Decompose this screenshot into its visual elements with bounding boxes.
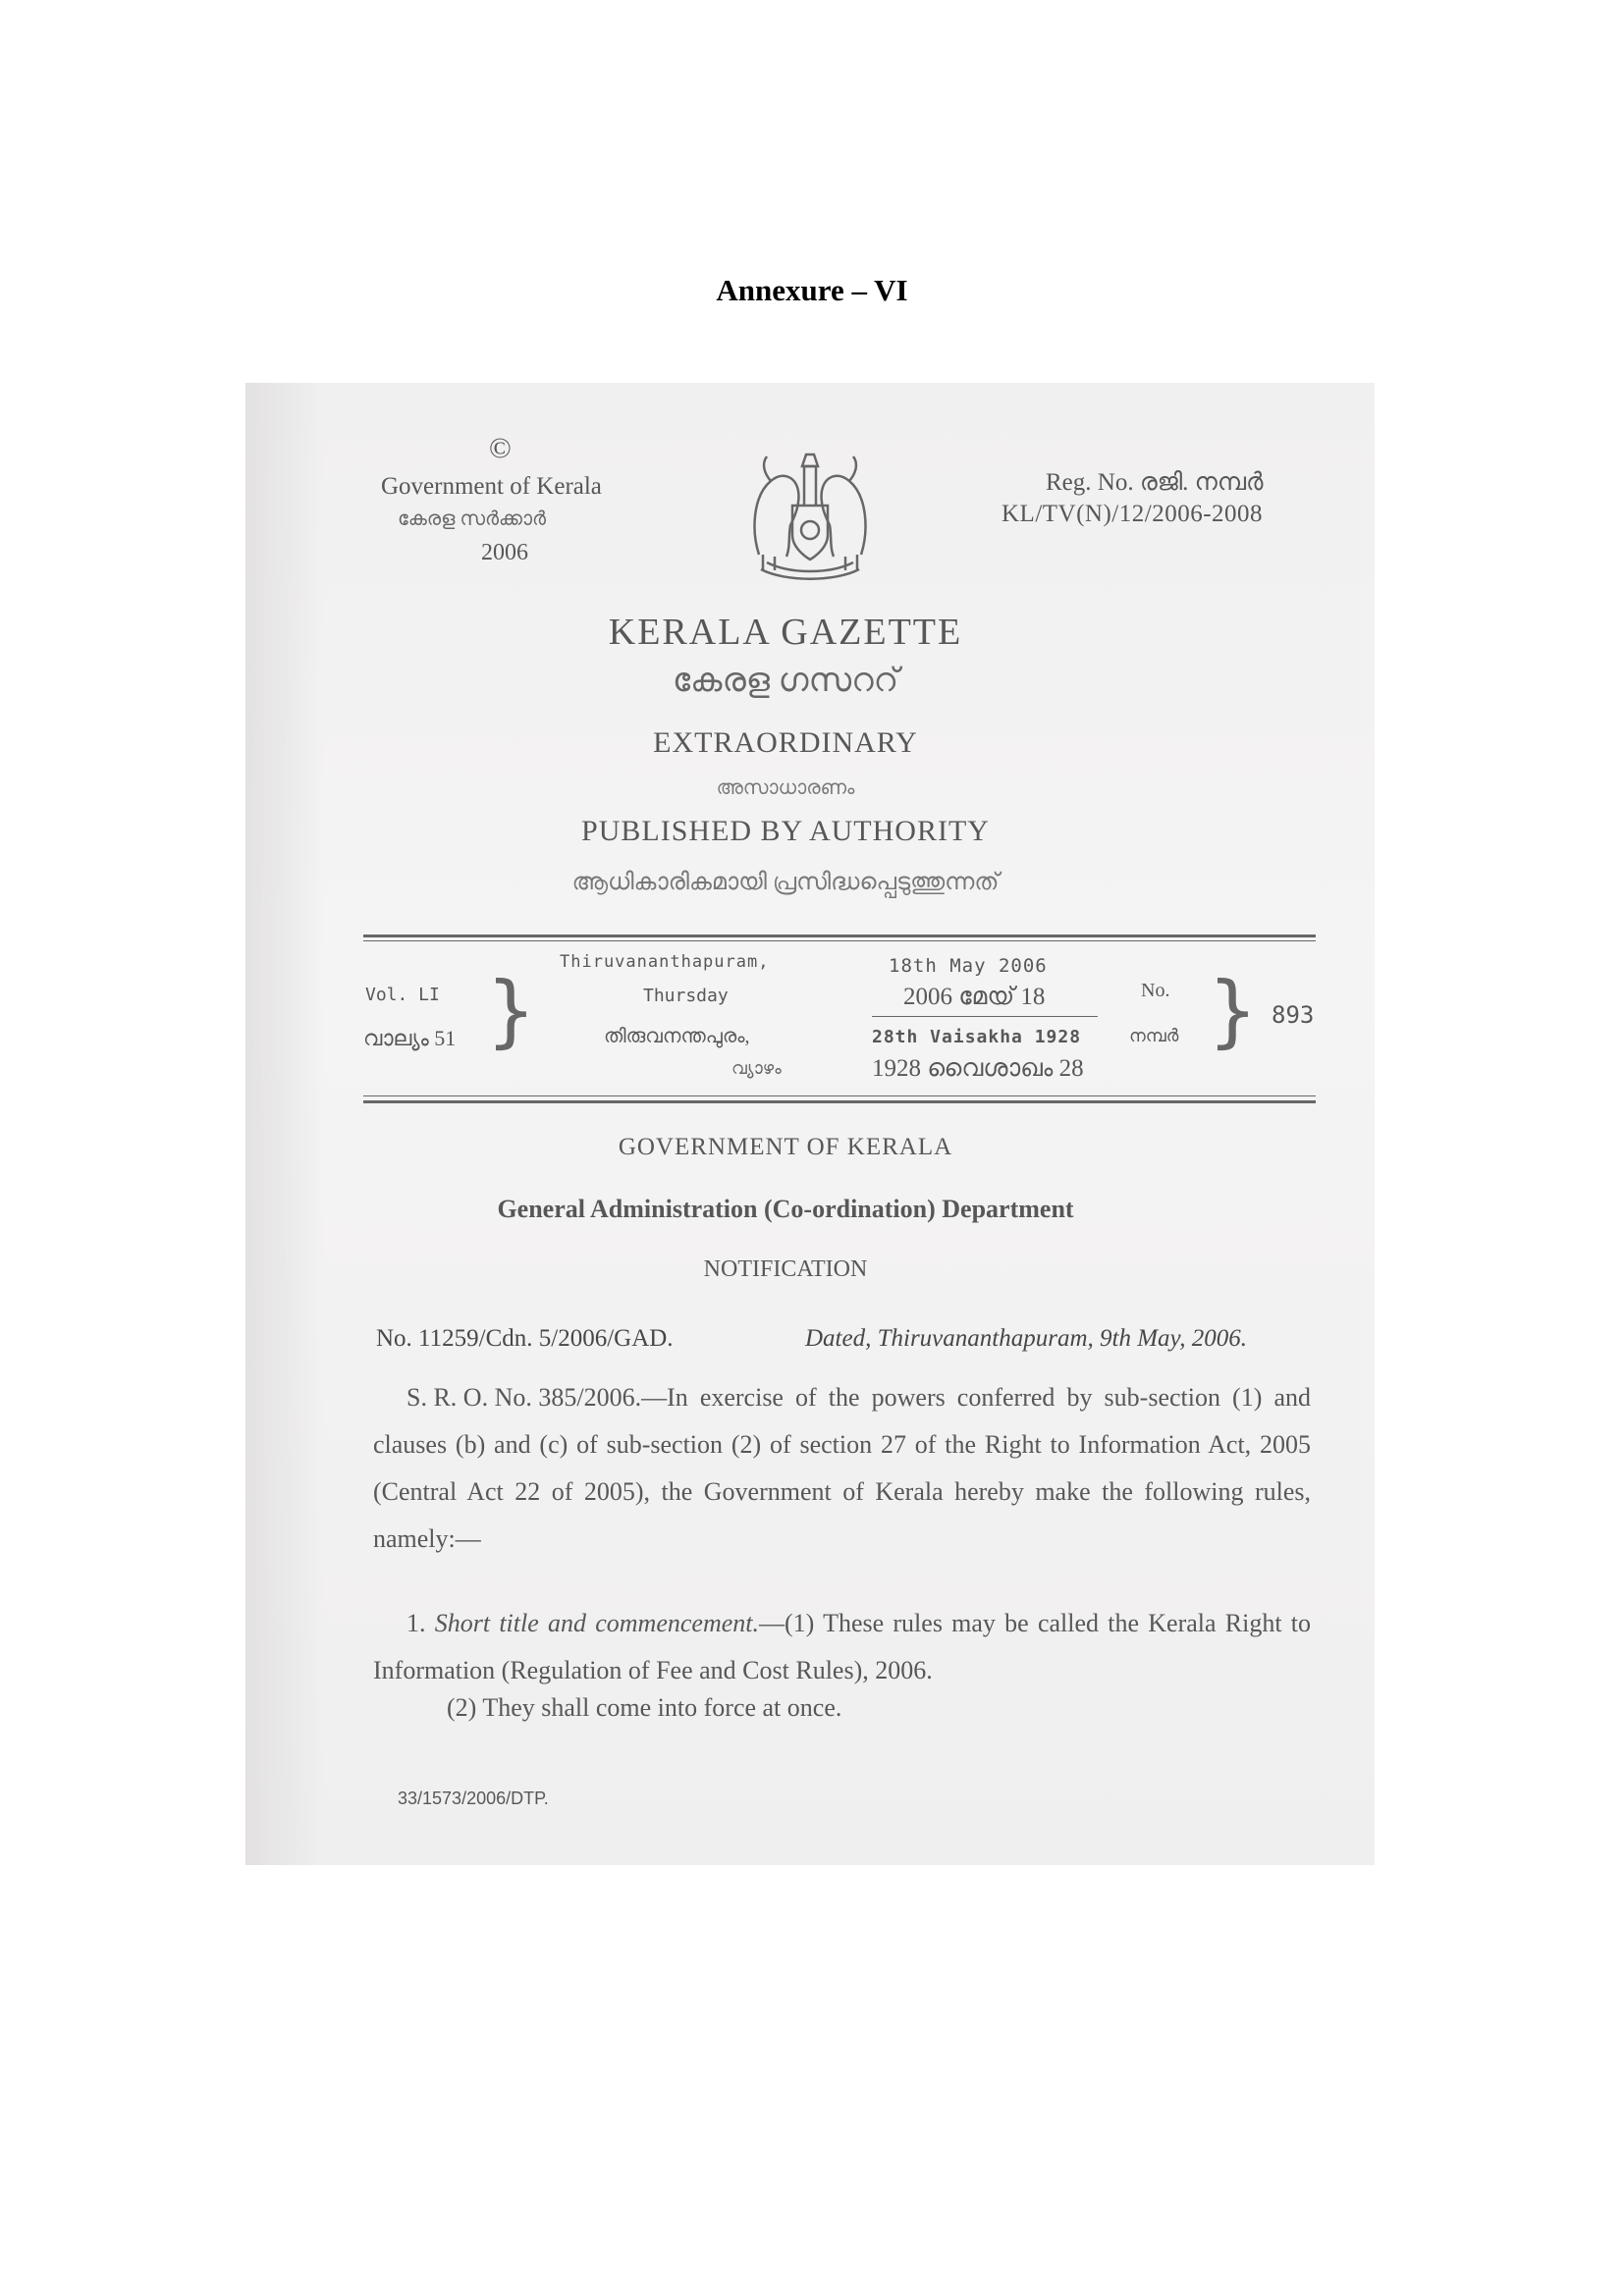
publisher-name-malayalam: കേരള സർക്കാർ xyxy=(398,508,547,530)
edition-label-malayalam: അസാധാരണം xyxy=(716,777,855,799)
rule-1-title: Short title and commencement. xyxy=(434,1609,759,1637)
registration-label: Reg. No. രജി. നമ്പർ xyxy=(1046,469,1264,496)
publisher-name: Government of Kerala xyxy=(381,473,602,500)
issue-date-saka: 28th Vaisakha 1928 xyxy=(872,1027,1082,1047)
gazette-scan xyxy=(245,383,1375,1865)
sro-text: —In exercise of the powers conferred by sub-section (1) and clauses (b) and (c) of sub-section (2) of section 27 of the Right to Information Act, 2005 (Central Act 22 of 2005), the Government of Kerala hereby make the following rules, namely:— xyxy=(373,1383,1311,1553)
number-label-malayalam: നമ്പർ xyxy=(1129,1026,1179,1045)
gazette-title-malayalam: കേരള ഗസററ് xyxy=(672,663,899,699)
copyright-symbol: © xyxy=(489,432,512,464)
volume-label: Vol. LI xyxy=(365,985,440,1005)
issue-number: 893 xyxy=(1272,1001,1315,1029)
scan-shadow xyxy=(245,383,324,1865)
brace-volume: } xyxy=(486,965,536,1056)
rule-1-number: 1. xyxy=(406,1609,426,1637)
date-divider xyxy=(872,1016,1098,1017)
notification-heading: NOTIFICATION xyxy=(703,1256,868,1282)
authority-label-malayalam: ആധികാരികമായി പ്രസിദ്ധപ്പെടുത്തുന്നത് xyxy=(571,870,1000,895)
annexure-title: Annexure – VI xyxy=(716,273,908,307)
publication-year: 2006 xyxy=(481,540,528,565)
issue-box-top-rule-thin xyxy=(363,940,1316,941)
rule-1-subclause-2: (2) They shall come into force at once. xyxy=(447,1693,842,1722)
issue-place: Thiruvananthapuram, xyxy=(560,952,770,972)
brace-number: } xyxy=(1208,965,1258,1056)
notification-date: Dated, Thiruvananthapuram, 9th May, 2006. xyxy=(805,1325,1247,1352)
registration-number: KL/TV(N)/12/2006-2008 xyxy=(1001,501,1264,527)
authority-label: PUBLISHED BY AUTHORITY xyxy=(581,815,990,847)
issue-box-bottom-rule xyxy=(363,1100,1316,1103)
rule-1-text: —(1) These rules may be called the Kerala Right to Information (Regulation of Fee and Cost Rules), 2006. xyxy=(373,1609,1312,1684)
department-heading: General Administration (Co-ordination) Department xyxy=(497,1195,1074,1223)
rule-1-paragraph xyxy=(373,1600,1311,1694)
volume-label-malayalam: വാല്യം 51 xyxy=(363,1026,457,1050)
sro-label: S. R. O. No. 385/2006. xyxy=(406,1383,642,1412)
issue-date-saka-malayalam: 1928 വൈശാഖം 28 xyxy=(872,1055,1084,1082)
notification-number: No. 11259/Cdn. 5/2006/GAD. xyxy=(376,1325,674,1352)
issue-day: Thursday xyxy=(643,986,729,1006)
kerala-emblem-icon xyxy=(741,437,879,584)
issue-box-bottom-rule-thin xyxy=(363,1095,1316,1096)
sro-paragraph xyxy=(373,1374,1311,1563)
issue-date-gregorian: 18th May 2006 xyxy=(889,955,1048,977)
number-label: No. xyxy=(1141,980,1170,1001)
print-code: 33/1573/2006/DTP. xyxy=(398,1789,549,1808)
government-heading: GOVERNMENT OF KERALA xyxy=(618,1134,953,1160)
issue-date-gregorian-malayalam: 2006 മേയ് 18 xyxy=(903,984,1046,1010)
issue-box-top-rule xyxy=(363,934,1316,937)
issue-day-malayalam: വ്യാഴം xyxy=(731,1058,782,1078)
edition-label: EXTRAORDINARY xyxy=(653,726,918,759)
gazette-title: KERALA GAZETTE xyxy=(608,612,963,653)
issue-place-malayalam: തിരുവനന്തപുരം, xyxy=(604,1026,750,1047)
